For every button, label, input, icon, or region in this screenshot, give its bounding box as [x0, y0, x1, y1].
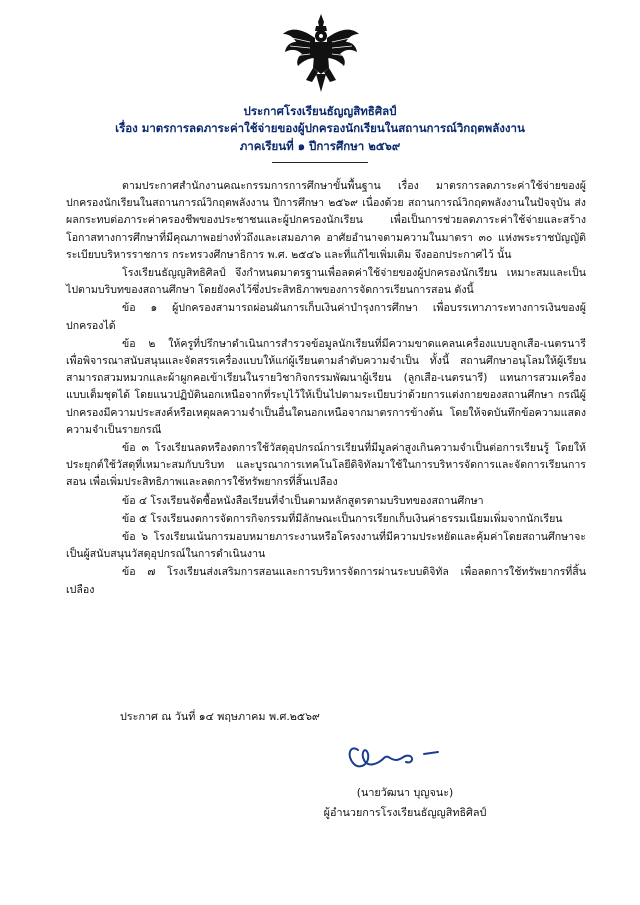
- clause-6: ข้อ ๖ โรงเรียนเน้นการมอบหมายภาระงานหรือโครงงานที่มีความประหยัดและคุ้มค่าโดยสถานศึกษาจะเป็นผู้สนับสนุนวัสดุอุปกรณ์ในการดำเนินงาน: [66, 531, 586, 561]
- announcement-term: ภาคเรียนที่ ๑ ปีการศึกษา ๒๕๖๙: [239, 139, 401, 153]
- title-divider: [272, 162, 368, 163]
- announced-date: ประกาศ ณ วันที่ ๑๔ พฤษภาคม พ.ศ.๒๕๖๙: [120, 710, 320, 723]
- clause-5: ข้อ ๕ โรงเรียนงดการจัดการกิจกรรมที่มีลักษณะเป็นการเรียกเก็บเงินค่าธรรมเนียมเพิ่มจากนักเรียน: [122, 512, 563, 525]
- clause-3: ข้อ ๓ โรงเรียนลดหรืองดการใช้วัสดุอุปกรณ์การเรียนที่มีมูลค่าสูงเกินความจำเป็นต่อการเรียนรู้ โดยให้ประยุกต์ใช้วัสดุที่เหมาะสมกับบริบท และบูรณาการเทคโนโลยีดิจิทัลมาใช้ในการบริหารจัดการและจัดการเรียนการสอน เพื่อเพิ่มประสิทธิภาพและลดการใช้ทรัพยากรที่สิ้นเปลือง: [66, 442, 586, 489]
- paragraph-preamble: ตามประกาศสำนักงานคณะกรรมการการศึกษาขั้นพื้นฐาน เรื่อง มาตรการลดภาระค่าใช้จ่ายของผู้ปกครองนักเรียนในสถานการณ์วิกฤตพลังงาน ปีการศึกษา ๒๕๖๙ เนื่องด้วย สถานการณ์วิกฤตพลังงานในปัจจุบัน ส่งผลกระทบต่อภาระค่าครองชีพของประชาชนและผู้ปกครองนักเรียน เพื่อเป็นการช่วยลดภาระค่าใช้จ่ายและสร้างโอกาสทางการศึกษาที่มีคุณภาพอย่างทั่วถึงและเสมอภาค อาศัยอำนาจตามความในมาตรา ๓๐ แห่งพระราชบัญญัติระเบียบบริหารราชการ กระทรวงศึกษาธิการ พ.ศ. ๒๕๔๖ และที่แก้ไขเพิ่มเติม จึงออกประกาศไว้ นั้น: [66, 180, 586, 261]
- clause-1: ข้อ ๑ ผู้ปกครองสามารถผ่อนผันการเก็บเงินค่าบำรุงการศึกษา เพื่อบรรเทาภาระทางการเงินของผู้ปกครองได้: [66, 302, 586, 332]
- clause-7: ข้อ ๗ โรงเรียนส่งเสริมการสอนและการบริหารจัดการผ่านระบบดิจิทัล เพื่อลดการใช้ทรัพยากรที่สิ้นเปลือง: [66, 566, 586, 596]
- announcement-title: ประกาศโรงเรียนธัญญสิทธิศิลป์: [243, 104, 397, 118]
- signer-name: (นายวัฒนา บุญจนะ): [356, 786, 454, 799]
- handwritten-signature: [340, 734, 450, 776]
- clause-2: ข้อ ๒ ให้ครูที่ปรึกษาดำเนินการสำรวจข้อมูลนักเรียนที่มีความขาดแคลนเครื่องแบบลูกเสือ-เนตรนารี เพื่อพิจารณาสนับสนุนและจัดสรรเครื่องแบบให้แก่ผู้เรียนตามลำดับความจำเป็น ทั้งนี้ สถานศึกษาอนุโลมให้ผู้เรียนสามารถสวมหมวกและผ้าผูกคอเข้าเรียนในรายวิชากิจกรรมพัฒนาผู้เรียน (ลูกเสือ-เนตรนารี) แทนการสวมเครื่องแบบเต็มชุดได้ โดยแนวปฏิบัตินอกเหนือจากที่ระบุไว้ให้เป็นไปตามระเบียบว่าด้วยการแต่งกายของสถานศึกษา กรณีผู้ปกครองมีความประสงค์หรือเหตุผลความจำเป็นอื่นใดนอกเหนือจากมาตรการข้างต้น โดยให้จดบันทึกข้อความแสดงความจำเป็นรายกรณี: [66, 337, 586, 436]
- signer-position: ผู้อำนวยการโรงเรียนธัญญสิทธิศิลป์: [323, 806, 487, 819]
- announcement-subject: เรื่อง มาตรการลดภาระค่าใช้จ่ายของผู้ปกครองนักเรียนในสถานการณ์วิกฤตพลังงาน: [115, 121, 525, 135]
- announcement-body: [66, 178, 586, 600]
- paragraph-intro: โรงเรียนธัญญสิทธิศิลป์ จึงกำหนดมาตรฐานเพื่อลดค่าใช้จ่ายของผู้ปกครองนักเรียน เหมาะสมและเป็นไปตามบริบทของสถานศึกษา โดยยังคงไว้ซึ่งประสิทธิภาพของการจัดการเรียนการสอน ดังนี้: [66, 267, 586, 297]
- clause-4: ข้อ ๔ โรงเรียนจัดซื้อหนังสือเรียนที่จำเป็นตามหลักสูตรตามบริบทของสถานศึกษา: [122, 494, 484, 507]
- garuda-emblem-icon: [280, 12, 362, 94]
